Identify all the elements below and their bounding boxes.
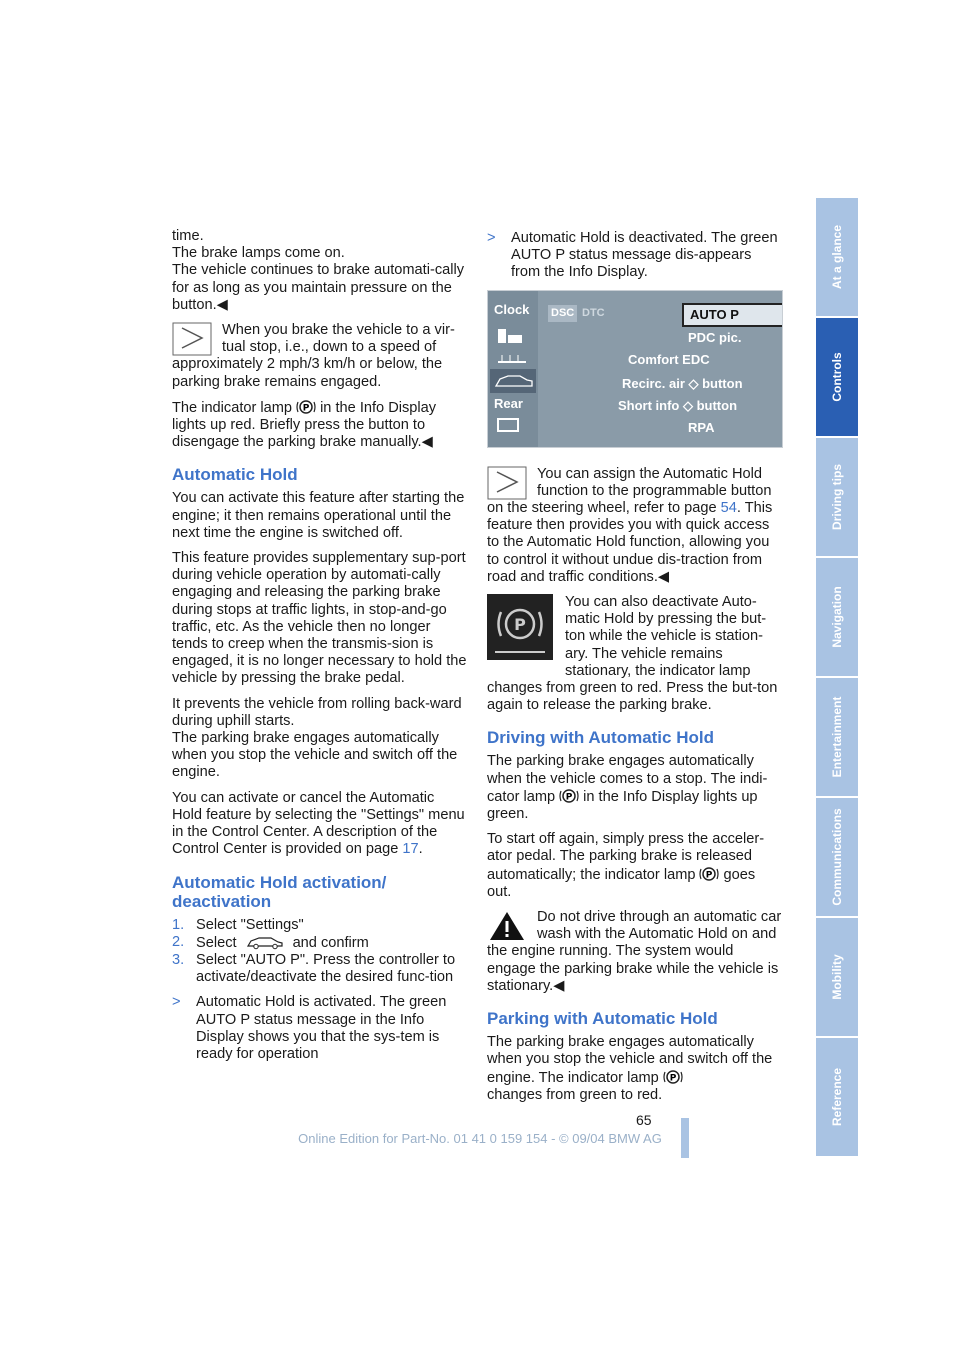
parking-brake-button-icon <box>487 594 553 660</box>
screen-sidebar <box>488 291 538 447</box>
text-line: time. The brake lamps come on. The vehicle continues to brake automati-cally for as long as you maintain pressure on the button.◀ <box>172 228 465 313</box>
paragraph: To start off again, simply press the acceler-ator pedal. The parking brake is released automatically; the indicator lamp P goes out. <box>487 831 765 900</box>
note-block <box>487 594 783 714</box>
footer-text: Online Edition for Part-No. 01 41 0 159 154 - © 09/04 BMW AG <box>298 1131 662 1146</box>
vehicle-info-icon <box>496 325 526 347</box>
heading-activation: Automatic Hold activation/ deactivation <box>172 872 387 911</box>
note-text: When you brake the vehicle to a vir-tual stop, i.e., down to a speed of approximately 2 mph/3 km/h or below, the parking brake remains engaged. <box>172 322 455 390</box>
note-arrow-icon <box>172 322 212 356</box>
parking-lamp-icon <box>663 1069 683 1085</box>
menu-auto-p: AUTO P <box>682 303 783 327</box>
page-link-54[interactable]: 54 <box>720 500 737 517</box>
bullet-item: > Automatic Hold is activated. The green AUTO P status message in the Info Display shows you that the sys-tem is ready for operation <box>172 994 447 1062</box>
parking-lamp-icon <box>699 866 719 882</box>
tab-navigation[interactable]: Navigation <box>816 558 858 676</box>
note-block <box>487 466 783 586</box>
svg-text:P: P <box>669 1073 677 1083</box>
menu-dtc: DTC <box>582 306 605 319</box>
screen-side-clock: Clock <box>494 301 530 317</box>
paragraph: The parking brake engages automatically when you stop the vehicle and switch off the engine. The indicator lamp P changes from green to red. <box>487 1034 773 1103</box>
menu-comfort-edc: Comfort EDC <box>628 351 710 367</box>
tab-mobility[interactable]: Mobility <box>816 918 858 1036</box>
scale-icon <box>496 351 528 365</box>
svg-text:P: P <box>302 403 310 414</box>
tab-at-a-glance[interactable]: At a glance <box>816 198 858 316</box>
parking-lamp-icon <box>296 399 316 415</box>
step-item: 1. Select "Settings" <box>172 916 304 933</box>
warning-block <box>487 909 783 995</box>
tab-controls[interactable]: Controls <box>816 318 858 436</box>
step-item: 3. Select "AUTO P". Press the controller to activate/deactivate the desired func-tion <box>172 951 456 986</box>
bullet-item: > Automatic Hold is deactivated. The green AUTO P status message dis-appears from the Info Display. <box>487 230 778 281</box>
car-settings-icon <box>490 369 536 393</box>
note-arrow-icon <box>487 466 527 500</box>
note-text: You can assign the Automatic Hold function to the programmable button on the steering wheel, refer to page 54. This feature then provides you with quick access to the Automatic Hold function, allowing you to control it without undue dis-traction from road and traffic conditions.◀ <box>487 465 773 585</box>
note-text: The indicator lamp P in the Info Display lights up red. Briefly press the button to disengage the parking brake manually.◀ <box>172 399 437 451</box>
steps-list <box>172 917 468 987</box>
warning-icon <box>487 909 527 943</box>
paragraph: It prevents the vehicle from rolling back-ward during uphill starts. The parking brake engages automatically when you stop the vehicle and switch off the engine. <box>172 695 462 781</box>
car-icon <box>245 934 285 950</box>
page-link-17[interactable]: 17 <box>402 841 419 858</box>
paragraph: You can activate or cancel the Automatic Hold feature by selecting the "Settings" menu in the Control Center. A description of the Control Center is provided on page 17. <box>172 789 465 858</box>
parking-lamp-icon <box>559 788 579 804</box>
right-column <box>487 230 783 1112</box>
tab-driving-tips[interactable]: Driving tips <box>816 438 858 556</box>
tab-reference[interactable]: Reference <box>816 1038 858 1156</box>
warning-text: Do not drive through an automatic car wash with the Automatic Hold on and the engine running. The system would engage the parking brake while the vehicle is stationary.◀ <box>487 909 782 994</box>
menu-dsc: DSC <box>548 305 577 322</box>
left-column <box>172 228 468 1063</box>
note-text: You can also deactivate Auto-matic Hold by pressing the but-ton while the vehicle is station-ary. The vehicle remains stationary, the indicator lamp changes from green to red. Press the but-ton again to release the parking brake. <box>487 594 778 714</box>
menu-pdc: PDC pic. <box>688 329 742 345</box>
tab-communications[interactable]: Communications <box>816 798 858 916</box>
paragraph: You can activate this feature after starting the engine; it then remains operational until the next time the engine is switched off. <box>172 490 465 541</box>
svg-text:P: P <box>706 870 713 881</box>
menu-short-info: Short info ◇ button <box>618 397 738 413</box>
screen-side-rear: Rear <box>494 395 523 411</box>
step-item: 2. Select and confirm <box>172 933 369 951</box>
heading-automatic-hold: Automatic Hold <box>172 465 298 485</box>
menu-rpa: RPA <box>688 419 715 435</box>
tab-entertainment[interactable]: Entertainment <box>816 678 858 796</box>
menu-recirc-air: Recirc. air ◇ button <box>622 375 743 391</box>
heading-driving: Driving with Automatic Hold <box>487 728 714 748</box>
paragraph: This feature provides supplementary sup-port during vehicle operation by automati-cally engaging and releasing the parking brake during stops at traffic lights, in stop-and-go traffic, etc. As the vehicle then no longer tends to creep when the transmis-sion is engaged, it is no longer necessary to hold the vehicle by pressing the brake pedal. <box>172 550 467 687</box>
page-number: 65 <box>636 1112 652 1128</box>
paragraph: The parking brake engages automatically when the vehicle comes to a stop. The indi-cator lamp P in the Info Display lights up green. <box>487 753 768 823</box>
note-block <box>172 322 468 451</box>
svg-text:P: P <box>514 615 526 635</box>
screen-icon <box>496 417 520 433</box>
heading-parking: Parking with Automatic Hold <box>487 1009 718 1029</box>
svg-text:P: P <box>565 792 573 803</box>
info-display-screenshot <box>487 290 783 448</box>
